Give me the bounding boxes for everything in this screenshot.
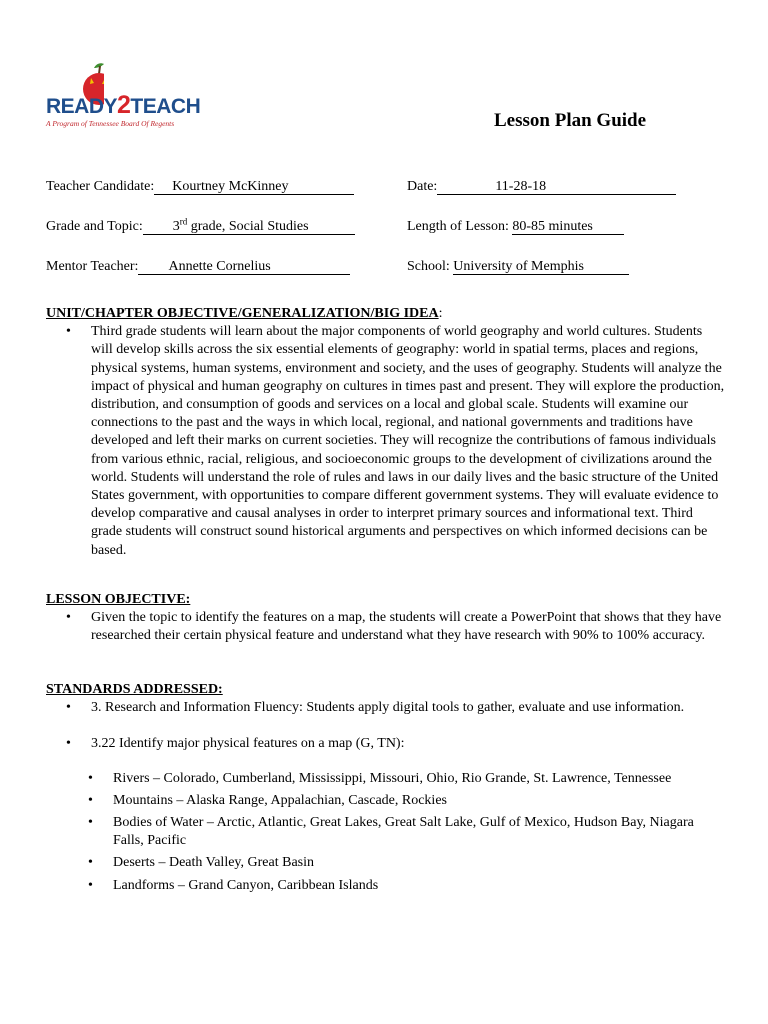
unit-objective-heading: UNIT/CHAPTER OBJECTIVE/GENERALIZATION/BIG IDEA: xyxy=(46,306,443,321)
mentor-teacher-label: Mentor Teacher: xyxy=(46,259,139,274)
date-label: Date: xyxy=(407,179,438,194)
lesson-length-field xyxy=(407,218,624,236)
date-field xyxy=(407,178,676,196)
standard-item: • 3. Research and Information Fluency: Students apply digital tools to gather, evaluate and use information. xyxy=(46,699,726,717)
teacher-candidate-value: Kourtney McKinney xyxy=(154,179,354,195)
unit-objective-text: • Third grade students will learn about the major components of world geography and world cultures. Students will develop skills across the six essential elements of geography: world in spatial terms, places and regions, physical systems, human systems, environment and society, and the uses of geography. Students will analyze the impact of physical and human geography on cultures in times past and present. They will explore the production, distribution, and consumption of goods and services on a local and global scale. Students will examine our connections to the past and the ways in which local, regional, and national governments and traditions have developed and left their marks on current societies. They will recognize the contributions of famous individuals from various ethnic, racial, religious, and socioeconomic groups to the development of civilizations around the world. Students will understand the role of rules and laws in our daily lives and the basic structure of the United States government, with opportunities to compare different government systems. They will evaluate evidence to develop comparative and causal analyses in order to interpret primary sources and informational text. Third grade students will construct sound historical arguments and perspectives on which informed decisions can be based. xyxy=(46,323,726,560)
school-value: University of Memphis xyxy=(453,259,629,275)
lesson-objective-heading: LESSON OBJECTIVE: xyxy=(46,592,191,607)
standards-section xyxy=(46,681,726,895)
physical-features-list xyxy=(46,770,726,895)
grade-topic-label: Grade and Topic: xyxy=(46,219,143,234)
logo-tagline: A Program of Tennessee Board Of Regents xyxy=(46,119,175,128)
mentor-teacher-field xyxy=(46,258,350,276)
mentor-teacher-value: Annette Cornelius xyxy=(138,259,350,275)
list-item: • Mountains – Alaska Range, Appalachian, Cascade, Rockies xyxy=(46,792,726,810)
school-field xyxy=(407,258,629,276)
page-title: Lesson Plan Guide xyxy=(494,110,647,131)
lesson-length-label: Length of Lesson: xyxy=(407,219,513,234)
unit-objective-section xyxy=(46,305,726,560)
lesson-objective-text: • Given the topic to identify the features on a map, the students will create a PowerPoint that shows that they have researched their certain physical feature and understand what they have research with 90% to 100% accuracy. xyxy=(46,609,726,645)
school-label: School: xyxy=(407,259,454,274)
teacher-candidate-label: Teacher Candidate: xyxy=(46,179,155,194)
grade-topic-value: 3rd grade, Social Studies xyxy=(143,219,355,235)
logo-wordmark: READY2TEACH xyxy=(46,91,201,119)
date-value: 11-28-18 xyxy=(437,179,676,195)
standard-item: • 3.22 Identify major physical features on a map (G, TN): xyxy=(46,735,726,753)
standards-heading: STANDARDS ADDRESSED: xyxy=(46,682,223,697)
teacher-candidate-field xyxy=(46,178,354,196)
list-item: • Bodies of Water – Arctic, Atlantic, Great Lakes, Great Salt Lake, Gulf of Mexico, Hudson Bay, Niagara Falls, Pacific xyxy=(46,814,726,850)
list-item: • Deserts – Death Valley, Great Basin xyxy=(46,854,726,872)
grade-topic-field xyxy=(46,218,355,236)
lesson-length-value: 80-85 minutes xyxy=(512,219,624,235)
lesson-objective-section xyxy=(46,591,726,646)
list-item: • Landforms – Grand Canyon, Caribbean Islands xyxy=(46,877,726,895)
ready2teach-logo xyxy=(44,62,201,134)
list-item: • Rivers – Colorado, Cumberland, Mississippi, Missouri, Ohio, Rio Grande, St. Lawrence, Tennessee xyxy=(46,770,726,788)
